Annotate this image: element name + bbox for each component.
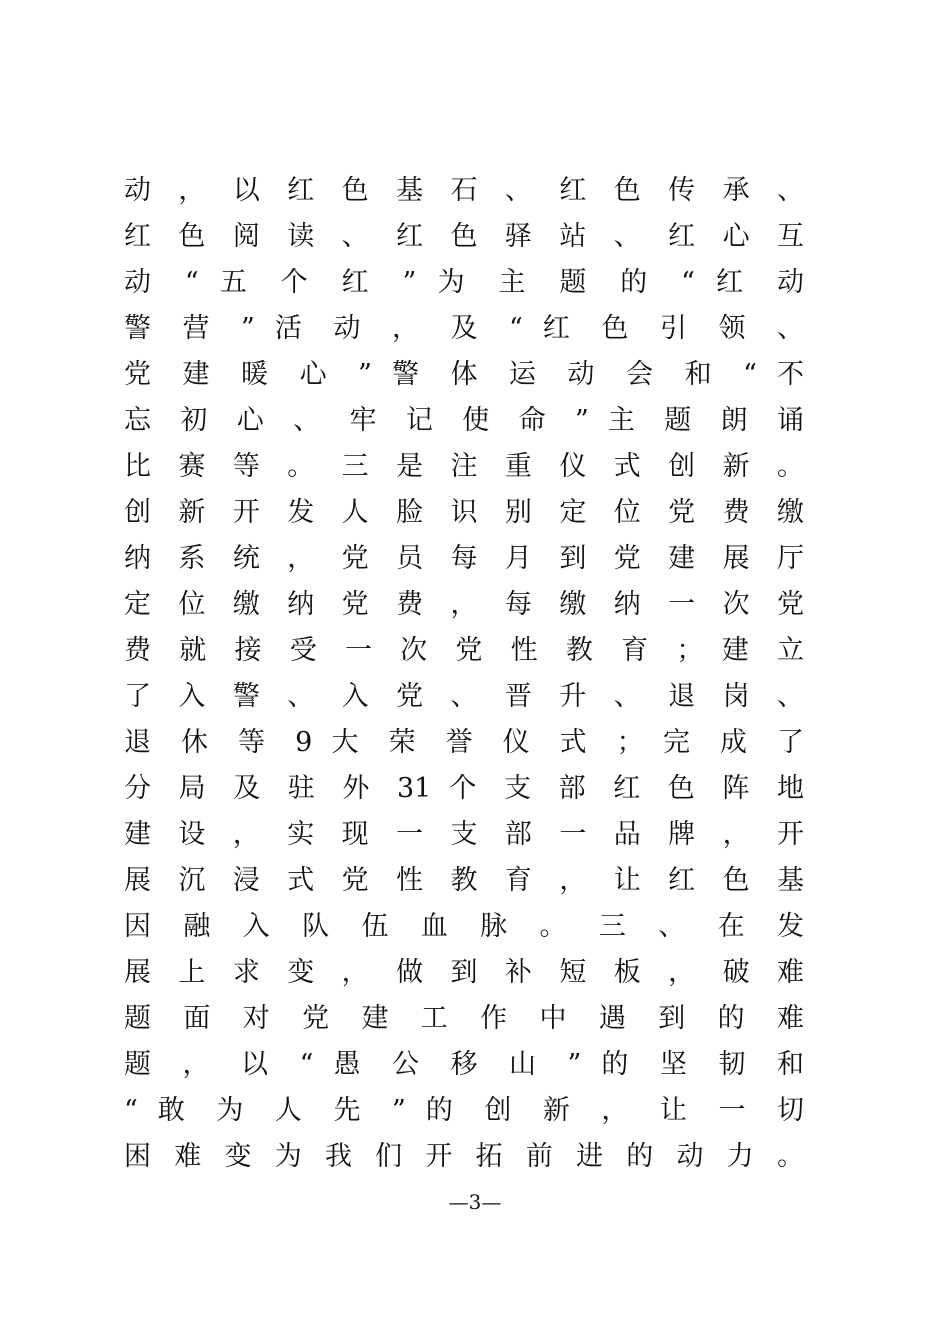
text-line: 了 入 警 、 入 党 、 晋 升 、 退 岗 、 — [124, 681, 804, 712]
text-line: 动 ， 以 红 色 基 石 、 红 色 传 承 、 — [124, 175, 804, 206]
text-line: 红 色 阅 读 、 红 色 驿 站 、 红 心 互 — [124, 221, 804, 252]
text-line: 定 位 缴 纳 党 费 ， 每 缴 纳 一 次 党 — [124, 589, 804, 620]
text-line: 费 就 接 受 一 次 党 性 教 育 ； 建 立 — [124, 635, 804, 666]
text-line: 警 营 ” 活 动 ， 及 “ 红 色 引 领 、 — [124, 313, 804, 344]
text-line: 创 新 开 发 人 脸 识 别 定 位 党 费 缴 — [124, 497, 804, 528]
page-number: —3— — [448, 1190, 502, 1214]
text-line: 纳 系 统 ， 党 员 每 月 到 党 建 展 厅 — [124, 543, 804, 574]
text-line: “ 敢 为 人 先 ” 的 创 新 ， 让 一 切 — [124, 1095, 804, 1126]
text-line: 题 面 对 党 建 工 作 中 遇 到 的 难 — [124, 1003, 804, 1034]
text-line: 建 设 ， 实 现 一 支 部 一 品 牌 ， 开 — [124, 819, 804, 850]
text-line: 困 难 变 为 我 们 开 拓 前 进 的 动 力 。 — [124, 1141, 804, 1172]
text-line: 党 建 暖 心 ” 警 体 运 动 会 和 “ 不 — [124, 359, 804, 390]
text-line: 动 “ 五 个 红 ” 为 主 题 的 “ 红 动 — [124, 267, 804, 298]
text-line: 展 上 求 变 ， 做 到 补 短 板 ， 破 难 — [124, 957, 804, 988]
body-text — [124, 168, 804, 1180]
text-line: 分 局 及 驻 外 31 个 支 部 红 色 阵 地 — [124, 773, 804, 804]
text-line: 题 ， 以 “ 愚 公 移 山 ” 的 坚 韧 和 — [124, 1049, 804, 1080]
text-line: 退 休 等 9 大 荣 誉 仪 式 ； 完 成 了 — [124, 727, 804, 758]
text-line: 因 融 入 队 伍 血 脉 。 三 、 在 发 — [124, 911, 804, 942]
text-line: 忘 初 心 、 牢 记 使 命 ” 主 题 朗 诵 — [124, 405, 804, 436]
text-line: 比 赛 等 。 三 是 注 重 仪 式 创 新 。 — [124, 451, 804, 482]
text-line: 展 沉 浸 式 党 性 教 育 ， 让 红 色 基 — [124, 865, 804, 896]
